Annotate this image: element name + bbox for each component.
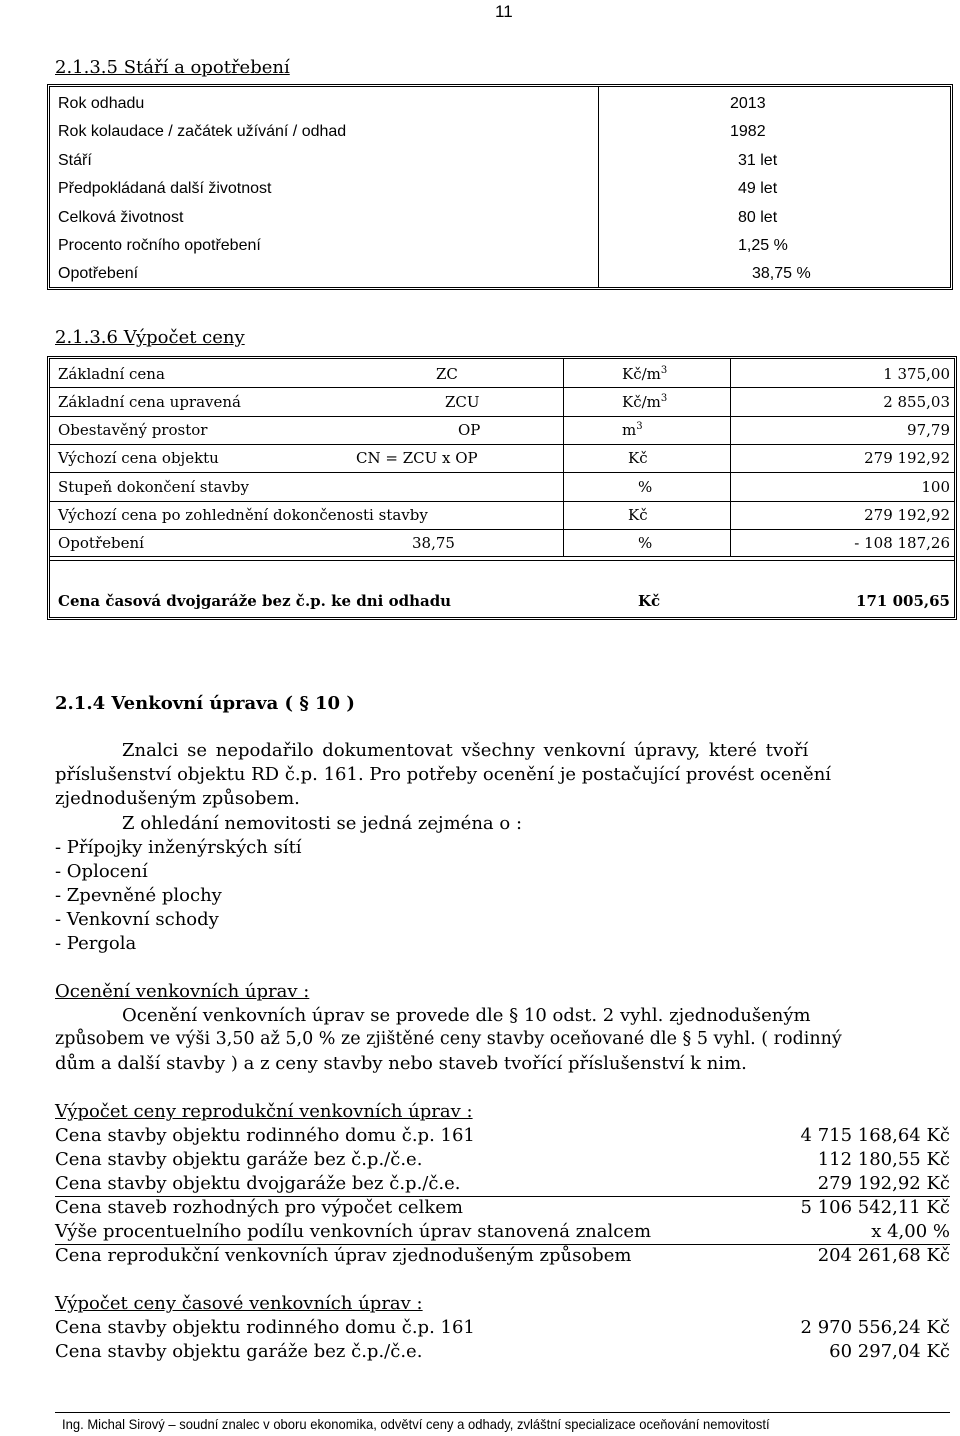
row-code: 38,75 <box>412 534 455 552</box>
row-code: ZC <box>436 365 458 383</box>
row-label: Cena staveb rozhodných pro výpočet celkem <box>55 1197 463 1218</box>
row-label: Procento ročního opotřebení <box>58 237 261 254</box>
table-row <box>55 1317 950 1341</box>
row-label: Cena stavby objektu rodinného domu č.p. 161 <box>55 1125 475 1146</box>
row-label: Obestavěný prostor <box>58 421 208 439</box>
row-label: Stupeň dokončení stavby <box>58 478 250 496</box>
row-value: 1 375,00 <box>883 365 950 383</box>
row-code: CN = ZCU x OP <box>356 449 478 467</box>
oceneni-heading: Ocenění venkovních úprav : <box>55 981 310 1002</box>
page-footer: Ing. Michal Sirový – soudní znalec v oboru ekonomika, odvětví ceny a odhady, zvláštní specializace oceňování nemovitostí <box>62 1416 770 1432</box>
list-item: - Přípojky inženýrských sítí <box>55 837 302 858</box>
list-item: - Zpevněné plochy <box>55 885 222 906</box>
section-stari-heading: 2.1.3.5 Stáří a opotřebení <box>55 57 290 78</box>
row-code: ZCU <box>445 393 480 411</box>
row-value: 38,75 % <box>752 265 811 282</box>
table-row <box>58 232 938 260</box>
row-value: 204 261,68 Kč <box>817 1245 950 1266</box>
row-value: 279 192,92 <box>864 449 950 467</box>
row-unit: Kč <box>628 506 648 524</box>
row-value: 2 970 556,24 Kč <box>800 1317 950 1338</box>
list-item: - Venkovní schody <box>55 909 219 930</box>
list-item: - Oplocení <box>55 861 148 882</box>
row-value: 1,25 % <box>738 237 788 254</box>
paragraph-line: dům a další stavby ) a z ceny stavby nebo staveb tvořící příslušenství k nim. <box>55 1053 747 1074</box>
table-row <box>58 260 938 288</box>
paragraph-line: zjednodušeným způsobem. <box>55 788 300 809</box>
row-value: 2013 <box>730 95 766 112</box>
row-unit: $Kč/m^3$ <box>622 393 668 411</box>
total-label: Cena časová dvojgaráže bez č.p. ke dni odhadu <box>58 592 452 610</box>
row-label: Opotřebení <box>58 265 139 282</box>
table-row <box>55 1173 950 1197</box>
row-value: 80 let <box>738 209 778 226</box>
row-label: Cena stavby objektu garáže bez č.p./č.e. <box>55 1341 423 1362</box>
table-row <box>55 1245 950 1269</box>
row-label: Celková životnost <box>58 209 184 226</box>
paragraph-line: příslušenství objektu RD č.p. 161. Pro potřeby ocenění je postačující provést ocenění <box>55 764 832 785</box>
row-label: Opotřebení <box>58 534 144 552</box>
row-value: 60 297,04 Kč <box>829 1341 950 1362</box>
row-label: Rok kolaudace / začátek užívání / odhad <box>58 123 347 140</box>
section-vypocet-heading: 2.1.3.6 Výpočet ceny <box>55 327 245 348</box>
row-unit: Kč <box>628 449 648 467</box>
row-label: Výše procentuelního podílu venkovních úprav stanovená znalcem <box>55 1221 652 1242</box>
table-row <box>58 204 938 232</box>
row-label: Cena stavby objektu dvojgaráže bez č.p./č.e. <box>55 1173 461 1194</box>
footer-divider <box>55 1412 950 1413</box>
paragraph-line: způsobem ve výši 3,50 až 5,0 % ze zjištěné ceny stavby oceňované dle § 5 vyhl. ( rodinný <box>55 1029 842 1049</box>
row-value: 112 180,55 Kč <box>817 1149 950 1170</box>
row-label: Výchozí cena objektu <box>58 449 219 467</box>
row-value: 31 let <box>738 152 778 169</box>
table-row <box>55 1197 950 1221</box>
paragraph-line: Ocenění venkovních úprav se provede dle § 10 odst. 2 vyhl. zjednodušeným <box>122 1005 811 1026</box>
row-value: - 108 187,26 <box>854 534 950 552</box>
vypocet-table <box>47 356 957 620</box>
reprodukcni-heading: Výpočet ceny reprodukční venkovních úprav : <box>55 1101 473 1122</box>
table-row <box>58 118 938 146</box>
row-label: Výchozí cena po zohlednění dokončenosti stavby <box>58 506 428 524</box>
row-value: 2 855,03 <box>883 393 950 411</box>
row-label: Cena reprodukční venkovních úprav zjednodušeným způsobem <box>55 1245 632 1266</box>
row-label: Základní cena <box>58 365 165 383</box>
row-value: 49 let <box>738 180 778 197</box>
row-code: OP <box>458 421 481 439</box>
row-value: 97,79 <box>907 421 950 439</box>
row-value: 5 106 542,11 Kč <box>800 1197 950 1218</box>
casove-heading: Výpočet ceny časové venkovních úprav : <box>55 1293 423 1314</box>
page-number: 11 <box>495 2 513 21</box>
row-unit: % <box>638 534 653 552</box>
section-venkovni-heading: 2.1.4 Venkovní úprava ( § 10 ) <box>55 693 355 714</box>
row-unit: $Kč/m^3$ <box>622 365 668 383</box>
list-item: - Pergola <box>55 933 137 954</box>
table-row <box>55 1341 950 1365</box>
paragraph-line: Z ohledání nemovitosti se jedná zejména o : <box>122 813 523 834</box>
row-value: 279 192,92 <box>864 506 950 524</box>
table-row <box>58 175 938 203</box>
row-value: 1982 <box>730 123 766 140</box>
total-value: 171 005,65 <box>856 592 950 610</box>
row-label: Cena stavby objektu rodinného domu č.p. 161 <box>55 1317 475 1338</box>
table-row <box>55 1125 950 1149</box>
row-label: Stáří <box>58 152 92 169</box>
row-label: Základní cena upravená <box>58 393 242 411</box>
stari-table <box>47 84 953 290</box>
row-label: Předpokládaná další životnost <box>58 180 272 197</box>
row-unit: $m^3$ <box>622 421 643 439</box>
table-row <box>55 1221 950 1245</box>
table-row <box>58 147 938 175</box>
row-value: 279 192,92 Kč <box>817 1173 950 1194</box>
row-value: x 4,00 % <box>871 1221 950 1242</box>
paragraph-line: Znalci se nepodařilo dokumentovat všechny venkovní úpravy, které tvoří <box>122 740 809 761</box>
table-row <box>55 1149 950 1173</box>
row-unit: % <box>638 478 653 496</box>
row-value: 4 715 168,64 Kč <box>800 1125 950 1146</box>
total-unit: Kč <box>638 592 661 610</box>
table-row <box>58 90 938 118</box>
row-label: Cena stavby objektu garáže bez č.p./č.e. <box>55 1149 423 1170</box>
row-value: 100 <box>921 478 950 496</box>
row-label: Rok odhadu <box>58 95 145 112</box>
